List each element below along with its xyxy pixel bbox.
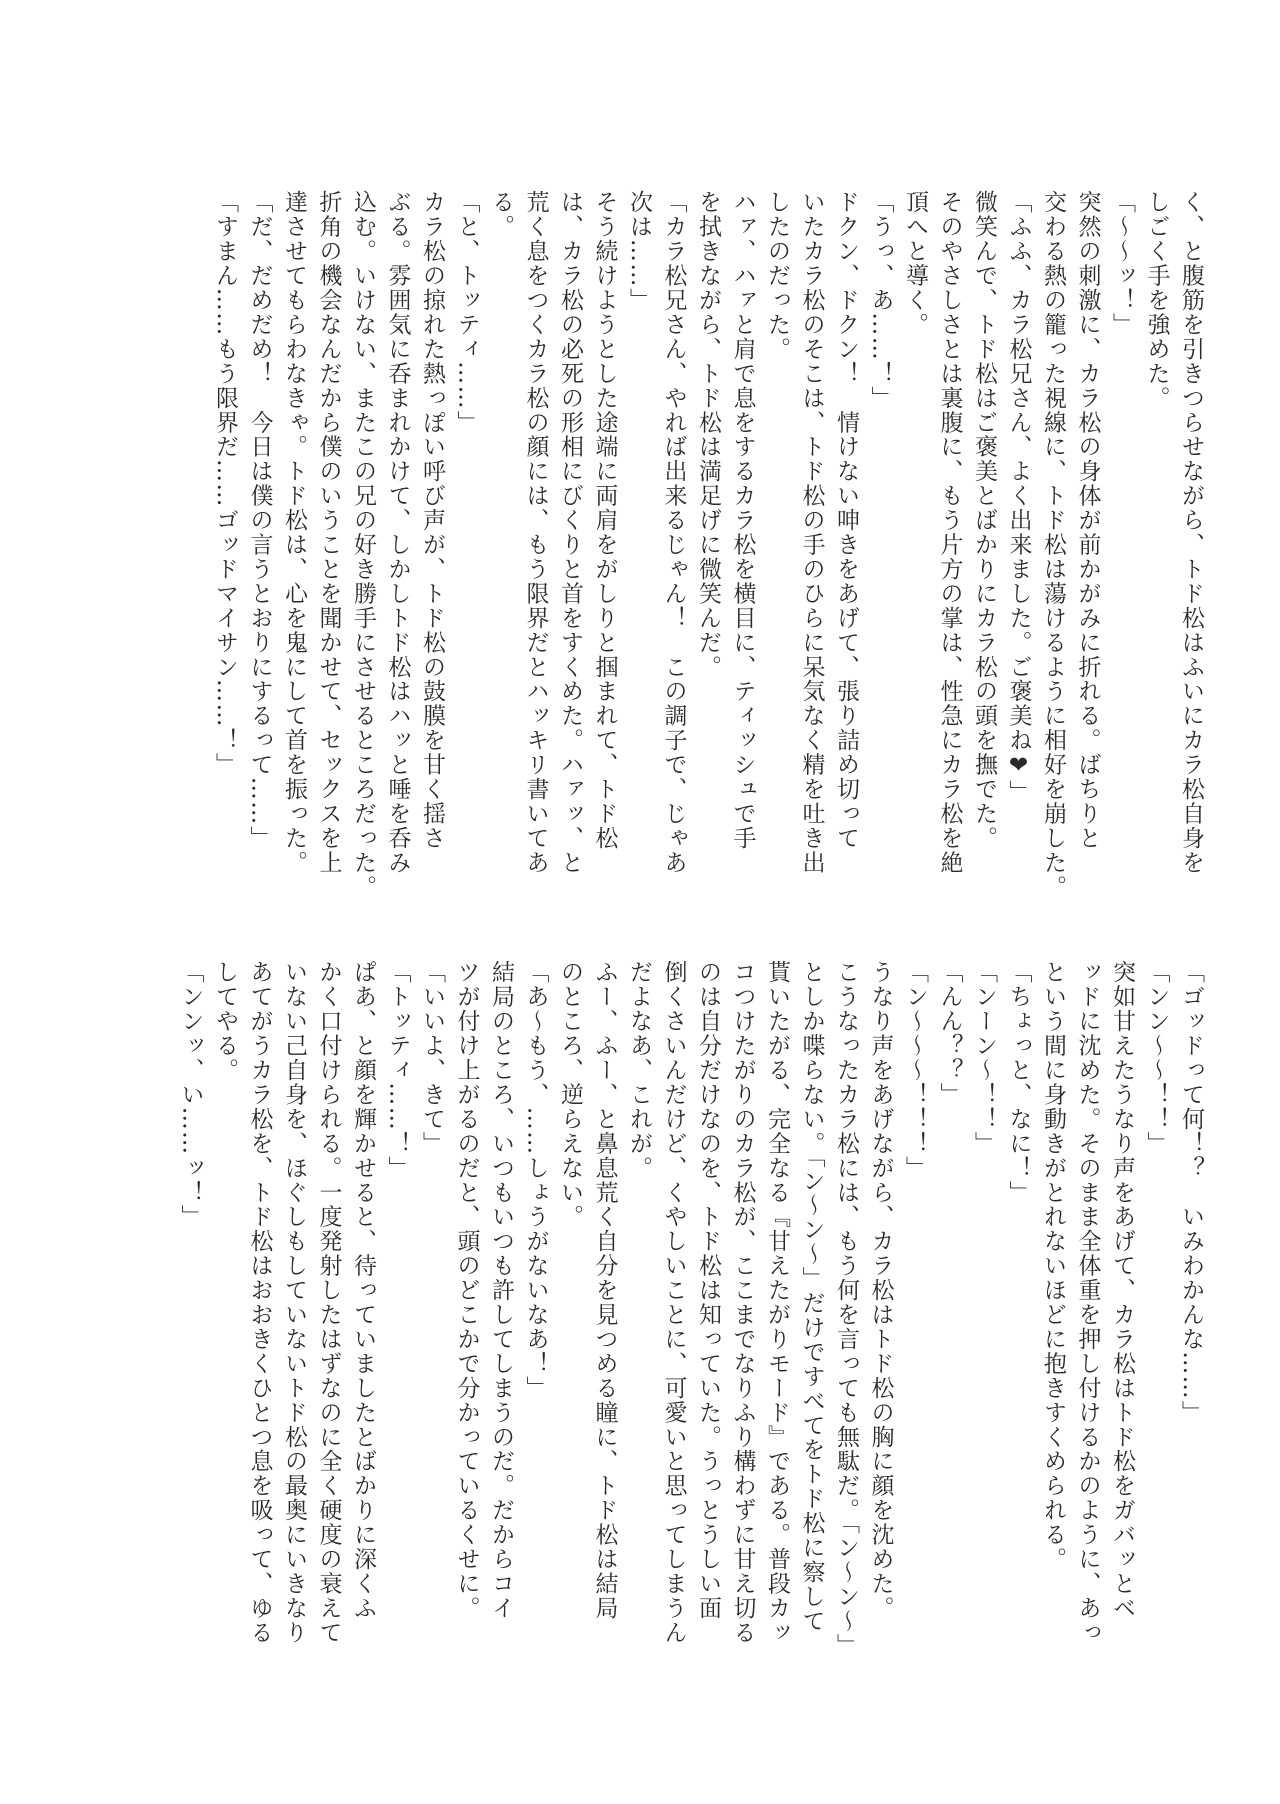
- text-line: うなり声をあげながら、カラ松はトド松の胸に顔を沈めた。: [867, 960, 894, 1621]
- text-line: ツが付け上がるのだと、頭のどこかで分かっているくせに。: [453, 960, 480, 1621]
- text-line: コつけたがりのカラ松が、ここまでなりふり構わずに甘え切る: [729, 960, 756, 1645]
- text-line: かく口付けられる。一度発射したはずなのに全く硬度の衰えて: [315, 960, 342, 1645]
- text-line: としか喋らない。「ン〜ン〜」だけですべてをトド松に察して: [798, 960, 825, 1634]
- text-line: 「ゴッドって何！？ いみわかんな……」: [1178, 960, 1204, 1425]
- lower-text-block: [148, 960, 1208, 1658]
- text-line: 込む。いけない、またこの兄の好き勝手にさせるところだった。: [350, 190, 376, 900]
- text-line: 交わる熱の籠った視線に、トド松は蕩けるように相好を崩した。: [1040, 190, 1066, 900]
- text-line: 「トッティ……！」: [384, 960, 411, 1181]
- text-line: は、カラ松の必死の形相にびくりと首をすくめた。ハァッ、と: [557, 190, 583, 875]
- text-line: 「ンンッ、い……ッ！」: [177, 960, 204, 1229]
- text-line: したのだった。: [764, 190, 790, 362]
- text-line: 「だ、だめだめ！ 今日は僕の言うとおりにするって……」: [246, 190, 273, 851]
- text-line: ふー、ふー、と鼻息荒く自分を見つめる瞳に、トド松は結局: [591, 960, 618, 1621]
- text-line: 突然の刺激に、カラ松の身体が前かがみに折れる。ばちりと: [1074, 190, 1101, 851]
- text-line: ぱあ、と顔を輝かせると、待っていましたとばかりに深くふ: [350, 960, 376, 1621]
- text-line: 「いいよ、きて」: [419, 960, 445, 1156]
- text-line: 「ふふ、カラ松兄さん、よく出来ました。ご褒美ね❤」: [1005, 190, 1032, 805]
- text-line: という間に身動きがとれないほどに抱きすくめられる。: [1040, 960, 1066, 1572]
- text-line: のは自分だけなのを、トド松は知っていた。うっとうしい面: [695, 960, 721, 1621]
- text-line: 荒く息をつくカラ松の顔には、もう限界だとハッキリ書いてあ: [522, 190, 549, 875]
- text-line: 「あ〜もう、……しょうがないなあ！」: [522, 960, 549, 1401]
- text-line: あてがうカラ松を、トド松はおおきくひとつ息を吸って、ゆる: [246, 960, 273, 1645]
- text-line: ぶる。雰囲気に呑まれかけて、しかしトド松はハッと唾を呑み: [384, 190, 411, 875]
- text-line: 「ンン〜〜！！」: [1143, 960, 1170, 1156]
- text-line: 貰いたがる、完全なる『甘えたがりモード』である。普段カッ: [764, 960, 790, 1645]
- text-line: 突如甘えたうなり声をあげて、カラ松はトド松をガバッとベ: [1109, 960, 1135, 1621]
- text-line: のところ、逆らえない。: [557, 960, 583, 1229]
- text-line: いたカラ松のそこは、トド松の手のひらに呆気なく精を吐き出: [798, 190, 825, 875]
- text-line: ハァ、ハァと肩で息をするカラ松を横目に、ティッシュで手: [729, 190, 756, 851]
- text-line: いない己自身を、ほぐしもしていないトド松の最奥にいきなり: [281, 960, 307, 1645]
- text-line: 結局のところ、いつもいつも許してしまうのだ。だからコイ: [488, 960, 514, 1621]
- text-line: 「すまん……もう限界だ……ゴッドマイサン……！」: [212, 190, 238, 777]
- text-line: く、と腹筋を引きつらせながら、トド松はふいにカラ松自身を: [1178, 190, 1204, 875]
- text-line: を拭きながら、トド松は満足げに微笑んだ。: [695, 190, 721, 679]
- text-line: ドクン、ドクン！ 情けない呻きをあげて、張り詰め切って: [833, 190, 859, 851]
- text-line: 「と、トッティ……」: [453, 190, 480, 435]
- text-line: 達させてもらわなきゃ。トド松は、心を鬼にして首を振った。: [281, 190, 307, 875]
- text-line: る。: [488, 190, 514, 239]
- text-line: そのやさしさとは裏腹に、もう片方の掌は、性急にカラ松を絶: [936, 190, 963, 875]
- text-line: 倒くさいんだけど、くやしいことに、可愛いと思ってしまうん: [660, 960, 687, 1645]
- text-line: してやる。: [212, 960, 238, 1083]
- text-line: だよなあ、これが。: [626, 960, 652, 1181]
- text-line: 「んん？？」: [936, 960, 963, 1107]
- text-line: こうなったカラ松には、もう何を言っても無駄だ。「ン〜ン〜」: [833, 960, 859, 1658]
- text-line: 微笑んで、トド松はご褒美とばかりにカラ松の頭を撫でた。: [971, 190, 997, 851]
- text-line: そう続けようとした途端に両肩をがしりと掴まれて、トド松: [591, 190, 618, 851]
- text-line: 次は……」: [626, 190, 652, 313]
- text-line: ッドに沈めた。そのまま全体重を押し付けるかのように、あっ: [1074, 960, 1101, 1645]
- text-line: 「〜〜ッ！」: [1109, 190, 1135, 337]
- text-line: 「ンーン〜！！」: [971, 960, 997, 1156]
- text-line: 「カラ松兄さん、やれば出来るじゃん！ この調子で、じゃあ: [660, 190, 687, 875]
- upper-text-block: [148, 190, 1208, 900]
- text-line: 「ちょっと、なに！」: [1005, 960, 1032, 1205]
- text-line: カラ松の掠れた熱っぽい呼び声が、トド松の鼓膜を甘く揺さ: [419, 190, 445, 851]
- text-line: 「うっ、あ……！」: [867, 190, 894, 411]
- text-line: しごく手を強めた。: [1143, 190, 1170, 411]
- text-line: 頂へと導く。: [902, 190, 928, 337]
- text-line: 折角の機会なんだから僕のいうことを聞かせて、セックスを上: [315, 190, 342, 875]
- text-line: 「ン〜〜〜！！！」: [902, 960, 928, 1181]
